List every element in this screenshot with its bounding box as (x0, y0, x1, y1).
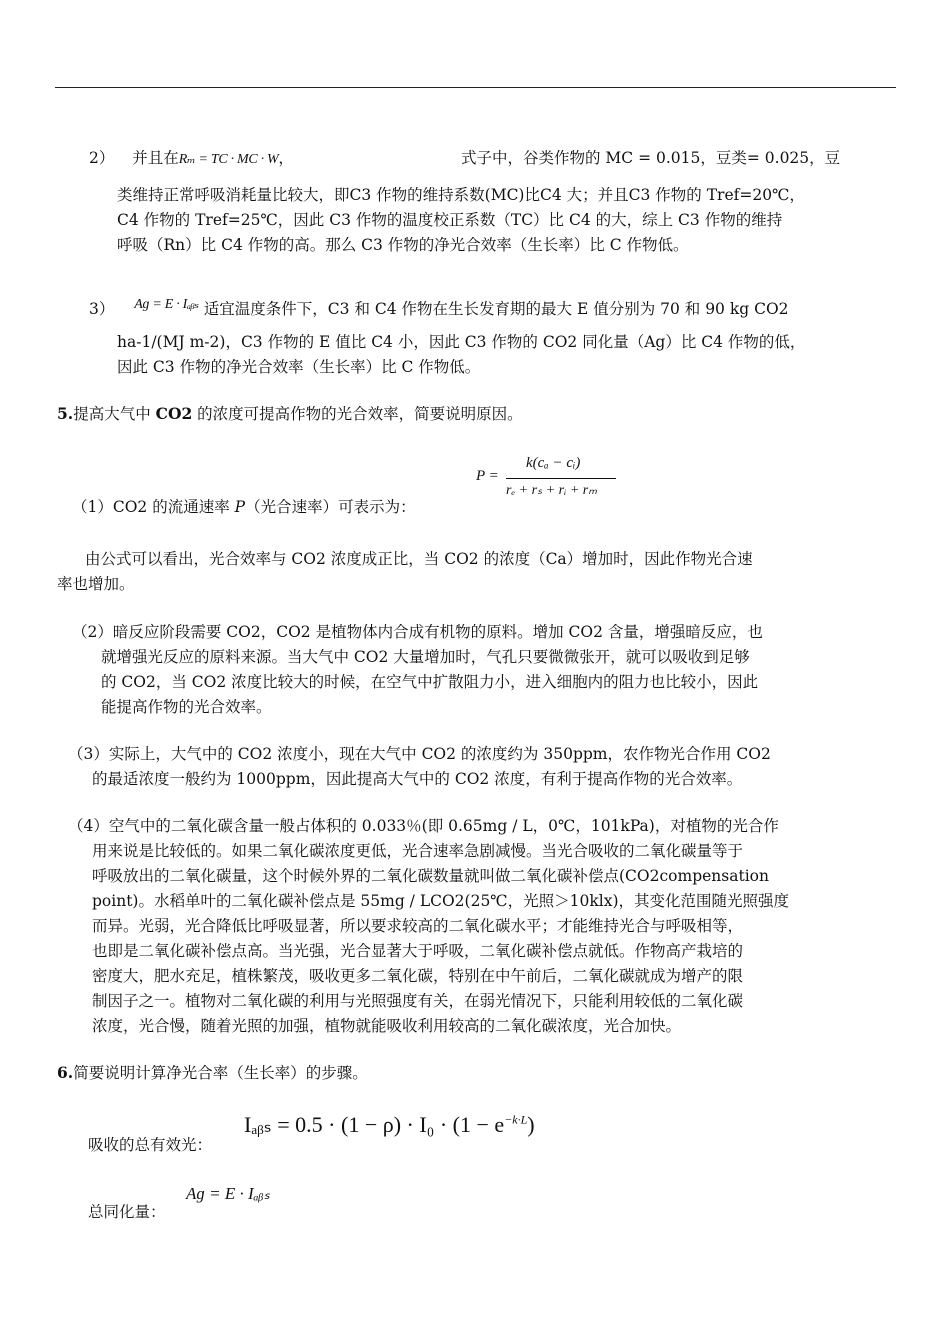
item-2-line-3: C4 作物的 Tref=25℃，因此 C3 作物的温度校正系数（TC）比 C4 的大，综上 C3 作物的维持 (117, 211, 783, 229)
item-3-line-2: ha-1/(MJ m-2)，C3 作物的 E 值比 C4 小，因此 C3 作物的 CO2 同化量（Ag）比 C4 作物的低， (117, 333, 806, 351)
q5-point-4-line-5: 而异。光弱，光合降低比呼吸显著，所以要求较高的二氧化碳水平；才能维持光合与呼吸相等， (92, 917, 744, 935)
q5-point-1-explanation-1: 由公式可以看出，光合效率与 CO2 浓度成正比，当 CO2 的浓度（Ca）增加时，因此作物光合速 (85, 550, 753, 568)
q5-point-1-explanation-2: 率也增加。 (57, 575, 135, 593)
item-2-line-2: 类维持正常呼吸消耗量比较大，即C3 作物的维持系数(MC)比C4 大；并且C3 作物的 Tref=20℃， (117, 186, 805, 204)
question-6-title: 6.简要说明计算净光合率（生长率）的步骤。 (57, 1063, 368, 1082)
q5-point-4-line-7: 密度大，肥水充足，植株繁茂，吸收更多二氧化碳，特别在中午前后，二氧化碳就成为增产的限 (92, 967, 744, 985)
q5-point-4-line-6: 也即是二氧化碳补偿点高。当光强，光合显著大于呼吸，二氧化碳补偿点就低。作物高产栽培的 (92, 942, 744, 960)
assimilation-formula: Aɡ = E · Iₐᵦₛ (134, 297, 199, 312)
q5-point-2-line-4: 能提高作物的光合效率。 (101, 698, 272, 716)
item-3-line-3: 因此 C3 作物的净光合效率（生长率）比 C 作物低。 (117, 358, 481, 376)
q5-point-3-line-2: 的最适浓度一般约为 1000ppm，因此提高大气中的 CO2 浓度，有利于提高作物的光合效率。 (92, 770, 743, 788)
item-2-number: 2） (89, 149, 115, 167)
q5-point-3-line-1: （3）实际上，大气中的 CO2 浓度小，现在大气中 CO2 的浓度约为 350ppm，农作物光合作用 CO2 (68, 745, 771, 763)
item-3-number: 3） (89, 300, 115, 318)
q5-point-4-line-1: （4）空气中的二氧化碳含量一般占体积的 0.033％(即 0.65mg / L，0℃，101kPa)，对植物的光合作 (68, 817, 779, 835)
item-2-line-1-rest: 式子中，谷类作物的 MC = 0.015，豆类= 0.025，豆 (461, 149, 841, 167)
total-assimilation-formula: Aɡ = E · Iₐᵦₛ (186, 1184, 270, 1203)
q5-point-4-line-8: 制因子之一。植物对二氧化碳的利用与光照强度有关，在弱光情况下，只能利用较低的二氧化碳 (92, 992, 744, 1010)
absorbed-light-label: 吸收的总有效光： (88, 1136, 213, 1154)
q5-point-2-line-3: 的 CO2，当 CO2 浓度比较大的时候，在空气中扩散阻力小，进入细胞内的阻力也比较小，因此 (101, 673, 759, 691)
maintenance-respiration-formula: Rₘ = TC · MC · W (178, 152, 279, 167)
header-rule (55, 87, 896, 88)
item-2-line-1: 2） 并且在Rₘ = TC · MC · W， (89, 146, 889, 172)
absorbed-light-formula: Iₐᵦₛ = $0.5 \cdot (1 - \rho) \cdot I_0 \cdot (1 - e^{-k\cdot L})$ (244, 1112, 535, 1137)
q5-point-1-label: （1）CO2 的流通速率 P（光合速率）可表示为： (72, 498, 416, 516)
q5-point-4-line-4: point)。水稻单叶的二氧化碳补偿点是 55mg / LCO2(25℃，光照＞10klx)，其变化范围随光照强度 (92, 892, 790, 910)
item-2-line-4: 呼吸（Rn）比 C4 作物的高。那么 C3 作物的净光合效率（生长率）比 C 作物低。 (117, 236, 689, 254)
q5-point-4-line-2: 用来说是比较低的。如果二氧化碳浓度更低，光合速率急剧减慢。当光合吸收的二氧化碳量等于 (92, 842, 744, 860)
q5-point-4-line-9: 浓度，光合慢，随着光照的加强，植物就能吸收利用较高的二氧化碳浓度，光合加快。 (92, 1017, 682, 1035)
item-2-lead: 并且在 (132, 149, 179, 167)
q5-point-4-line-3: 呼吸放出的二氧化碳量，这个时候外界的二氧化碳数量就叫做二氧化碳补偿点(CO2compensation (92, 867, 769, 885)
q5-point-2-line-2: 就增强光反应的原料来源。当大气中 CO2 大量增加时，气孔只要微微张开，就可以吸收到足够 (101, 648, 750, 666)
q5-point-2-line-1: （2）暗反应阶段需要 CO2，CO2 是植物体内合成有机物的原料。增加 CO2 含量，增强暗反应，也 (72, 623, 763, 641)
total-assimilation-label: 总同化量： (88, 1203, 166, 1221)
question-5-title: 5.提高大气中 CO2 的浓度可提高作物的光合效率，简要说明原因。 (57, 404, 523, 423)
item-3-line-1: 3） Aɡ = E · Iₐᵦₛ 适宜温度条件下，C3 和 C4 作物在生长发育期的最大 E 值分别为 70 和 90 kg CO2 (89, 297, 909, 323)
co2-flux-formula: P = k(cₐ − cᵢ) rₑ + rₛ + rᵢ + rₘ (476, 455, 626, 511)
